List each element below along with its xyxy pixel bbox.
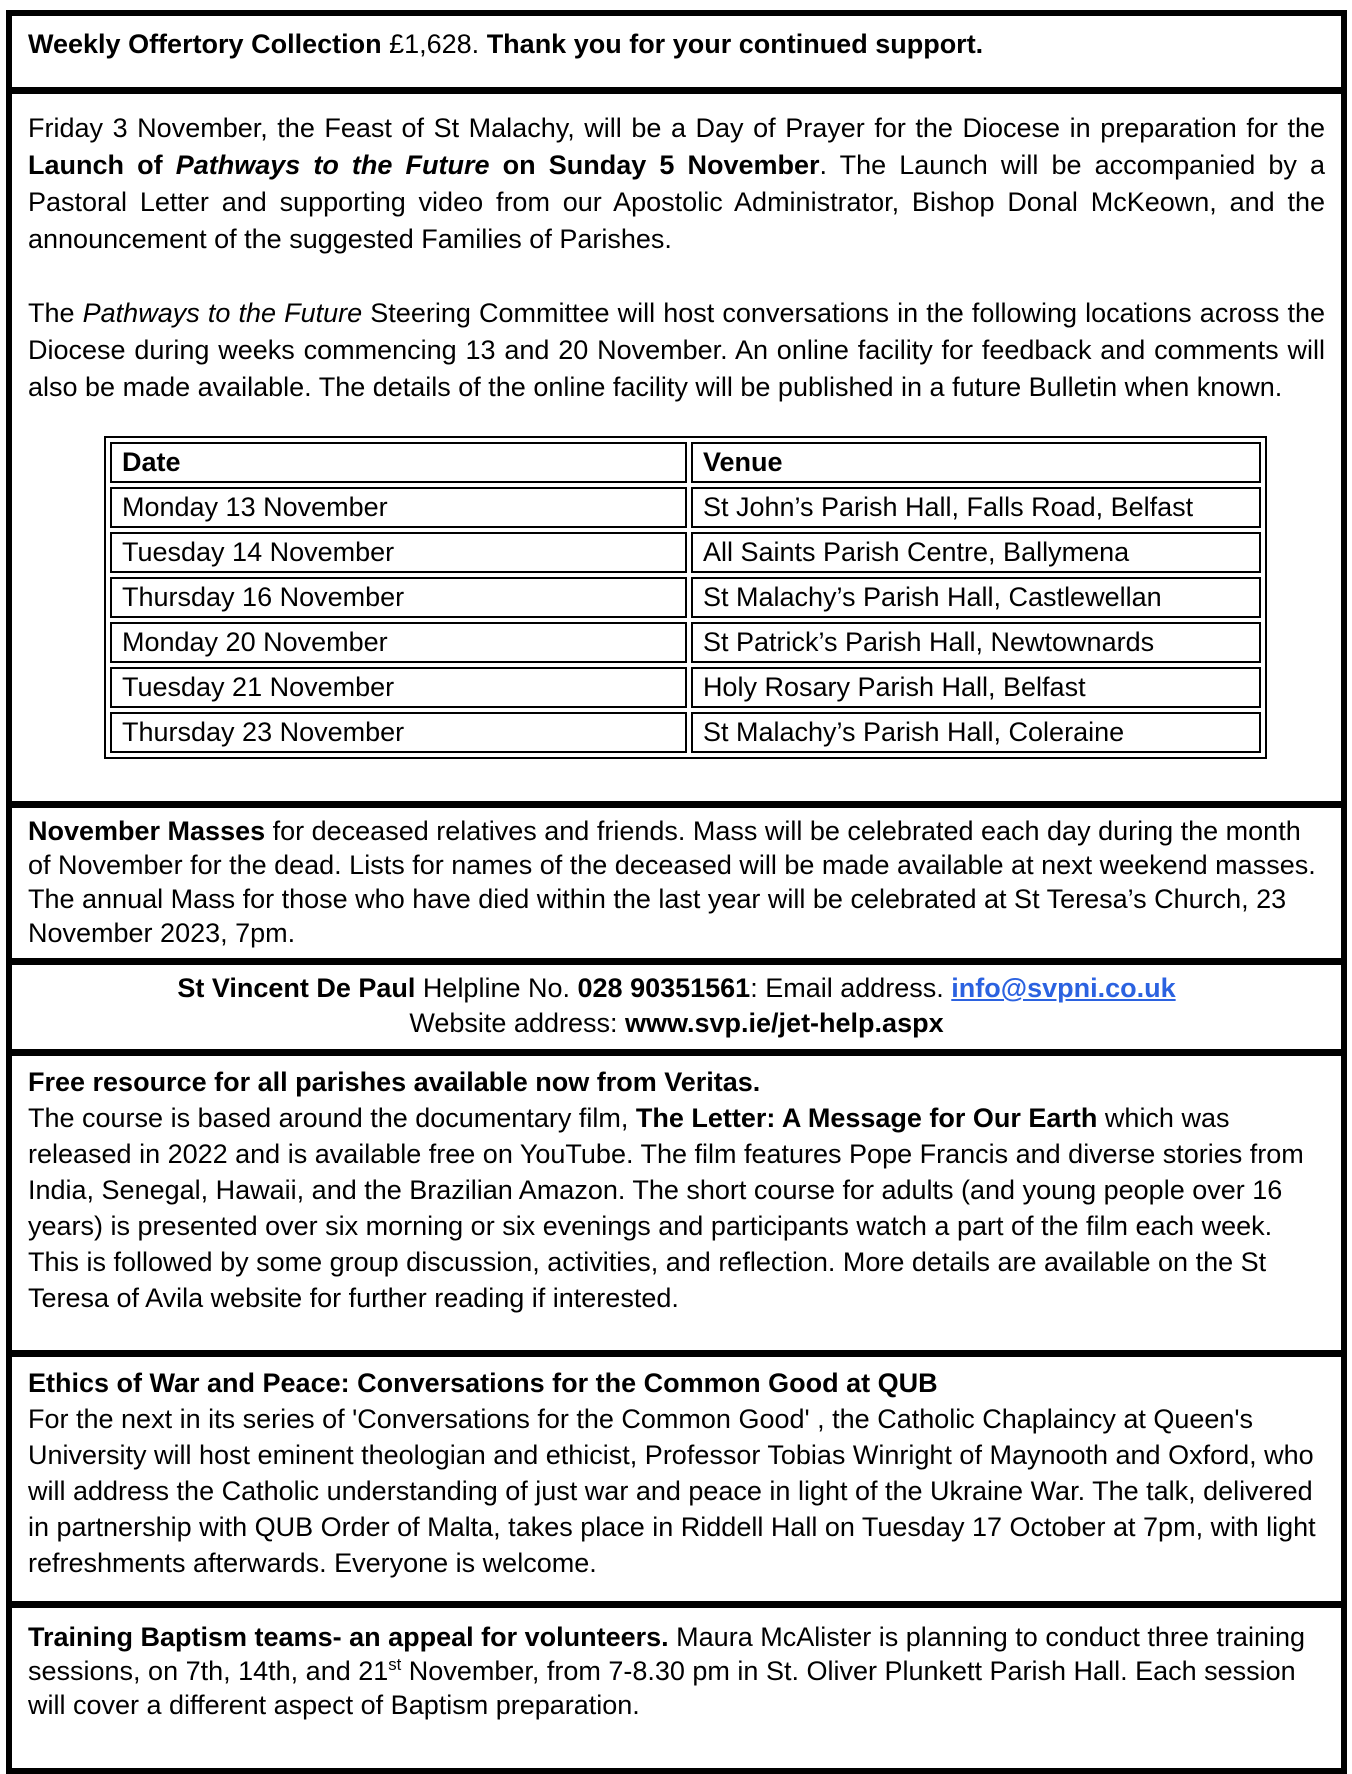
text-run: The Letter: A Message for Our Earth xyxy=(635,1103,1098,1133)
text-run: st xyxy=(388,1655,402,1674)
text-run: £1,628. xyxy=(381,29,487,59)
venue-table-row xyxy=(110,487,1261,528)
text-run: St Vincent De Paul xyxy=(177,973,416,1003)
text-run: November Masses xyxy=(28,816,266,846)
date-cell: Monday 13 November xyxy=(110,487,687,528)
text-run: on Sunday 5 November xyxy=(489,150,820,180)
text-run: Weekly Offertory Collection xyxy=(28,29,382,59)
venue-column-header: Venue xyxy=(691,442,1261,483)
venue-table xyxy=(104,436,1267,759)
veritas-paragraph xyxy=(28,1100,1325,1316)
venue-table-header-row xyxy=(110,442,1261,483)
section-baptism-training xyxy=(12,1608,1341,1768)
text-run: Pathways to the Future xyxy=(175,150,490,180)
section-veritas xyxy=(12,1056,1341,1357)
text-run: Website address: xyxy=(409,1008,625,1038)
date-cell: Tuesday 21 November xyxy=(110,667,687,708)
venue-cell: St Malachy’s Parish Hall, Coleraine xyxy=(691,712,1261,753)
svp-helpline-line xyxy=(28,971,1325,1006)
bulletin-page xyxy=(6,10,1347,1774)
date-cell: Tuesday 14 November xyxy=(110,532,687,573)
section-weekly-offertory xyxy=(12,16,1341,94)
section-ethics xyxy=(12,1357,1341,1608)
text-run: Pathways to the Future xyxy=(82,298,363,328)
text-run: Friday 3 November, the Feast of St Malachy, will be a Day of Prayer for the Diocese in preparation for the xyxy=(28,113,1325,143)
text-run: Steering Committee will host conversations in the following locations across the Diocese during weeks commencing 13 and 20 November. An online facility for feedback and comments will also be made available. The details of the online facility will be published in a future Bulletin when known. xyxy=(28,298,1325,402)
veritas-heading: Free resource for all parishes available now from Veritas. xyxy=(28,1067,761,1097)
date-column-header: Date xyxy=(110,442,687,483)
svp-website-line xyxy=(28,1006,1325,1041)
date-cell: Thursday 23 November xyxy=(110,712,687,753)
text-run: . The Launch will be accompanied by a Pastoral Letter and supporting video from our Apostolic Administrator, Bishop Donal McKeown, and the announcement of the suggested Families of Parishes. xyxy=(28,150,1325,254)
spacer xyxy=(28,258,1325,295)
text-run: The course is based around the documentary film, xyxy=(28,1103,636,1133)
venue-cell: All Saints Parish Centre, Ballymena xyxy=(691,532,1261,573)
email-link[interactable]: info@svpni.co.uk xyxy=(951,973,1176,1003)
venue-table-row xyxy=(110,532,1261,573)
venue-cell: St Malachy’s Parish Hall, Castlewellan xyxy=(691,577,1261,618)
section-svp xyxy=(12,965,1341,1056)
venue-table-row xyxy=(110,667,1261,708)
ethics-paragraph: For the next in its series of 'Conversations for the Common Good' , the Catholic Chaplaincy at Queen's University will host eminent theologian and ethicist, Professor Tobias Winright of Maynooth and Oxford, who will address the Catholic understanding of just war and peace in light of the Ukraine War. The talk, delivered in partnership with QUB Order of Malta, takes place in Riddell Hall on Tuesday 17 October at 7pm, with light refreshments afterwards. Everyone is welcome. xyxy=(28,1404,1316,1578)
text-run: Helpline No. xyxy=(415,973,578,1003)
november-masses-text xyxy=(28,814,1325,950)
pathways-paragraph-1 xyxy=(28,110,1325,258)
text-run: 028 90351561 xyxy=(577,973,751,1003)
section-november-masses xyxy=(12,808,1341,965)
venue-cell: Holy Rosary Parish Hall, Belfast xyxy=(691,667,1261,708)
text-run: November, from 7-8.30 pm in St. Oliver Plunkett Parish Hall. Each session will cover a different aspect of Baptism preparation. xyxy=(28,1656,1296,1720)
text-run: www.svp.ie/jet-help.aspx xyxy=(625,1008,944,1038)
baptism-text xyxy=(28,1620,1325,1722)
venue-table-row xyxy=(110,622,1261,663)
section-pathways xyxy=(12,94,1341,808)
venue-table-row xyxy=(110,577,1261,618)
venue-cell: St Patrick’s Parish Hall, Newtownards xyxy=(691,622,1261,663)
date-cell: Thursday 16 November xyxy=(110,577,687,618)
venue-table-row xyxy=(110,712,1261,753)
venue-cell: St John’s Parish Hall, Falls Road, Belfast xyxy=(691,487,1261,528)
date-cell: Monday 20 November xyxy=(110,622,687,663)
text-run: Launch of xyxy=(28,150,176,180)
pathways-paragraph-2 xyxy=(28,295,1325,406)
ethics-heading: Ethics of War and Peace: Conversations for the Common Good at QUB xyxy=(28,1368,938,1398)
text-run: The xyxy=(28,298,83,328)
text-run: Maura McAlister is planning to conduct three training sessions, on 7th, 14th, and 21 xyxy=(28,1622,1305,1686)
text-run: : Email address. xyxy=(750,973,952,1003)
text-run: for deceased relatives and friends. Mass will be celebrated each day during the month of November for the dead. Lists for names of the deceased will be made available at next weekend masses. The annual Mass for those who have died within the last year will be celebrated at St Teresa’s Church, 23 November 2023, 7pm. xyxy=(28,816,1316,948)
text-run: which was released in 2022 and is available free on YouTube. The film features Pope Francis and diverse stories from India, Senegal, Hawaii, and the Brazilian Amazon. The short course for adults (and young people over 16 years) is presented over six morning or six evenings and participants watch a part of the film each week. This is followed by some group discussion, activities, and reflection. More details are available on the St Teresa of Avila website for further reading if interested. xyxy=(28,1103,1304,1313)
text-run: Training Baptism teams- an appeal for volunteers. xyxy=(28,1622,669,1652)
offertory-text xyxy=(28,26,1325,63)
text-run: Thank you for your continued support. xyxy=(486,29,984,59)
